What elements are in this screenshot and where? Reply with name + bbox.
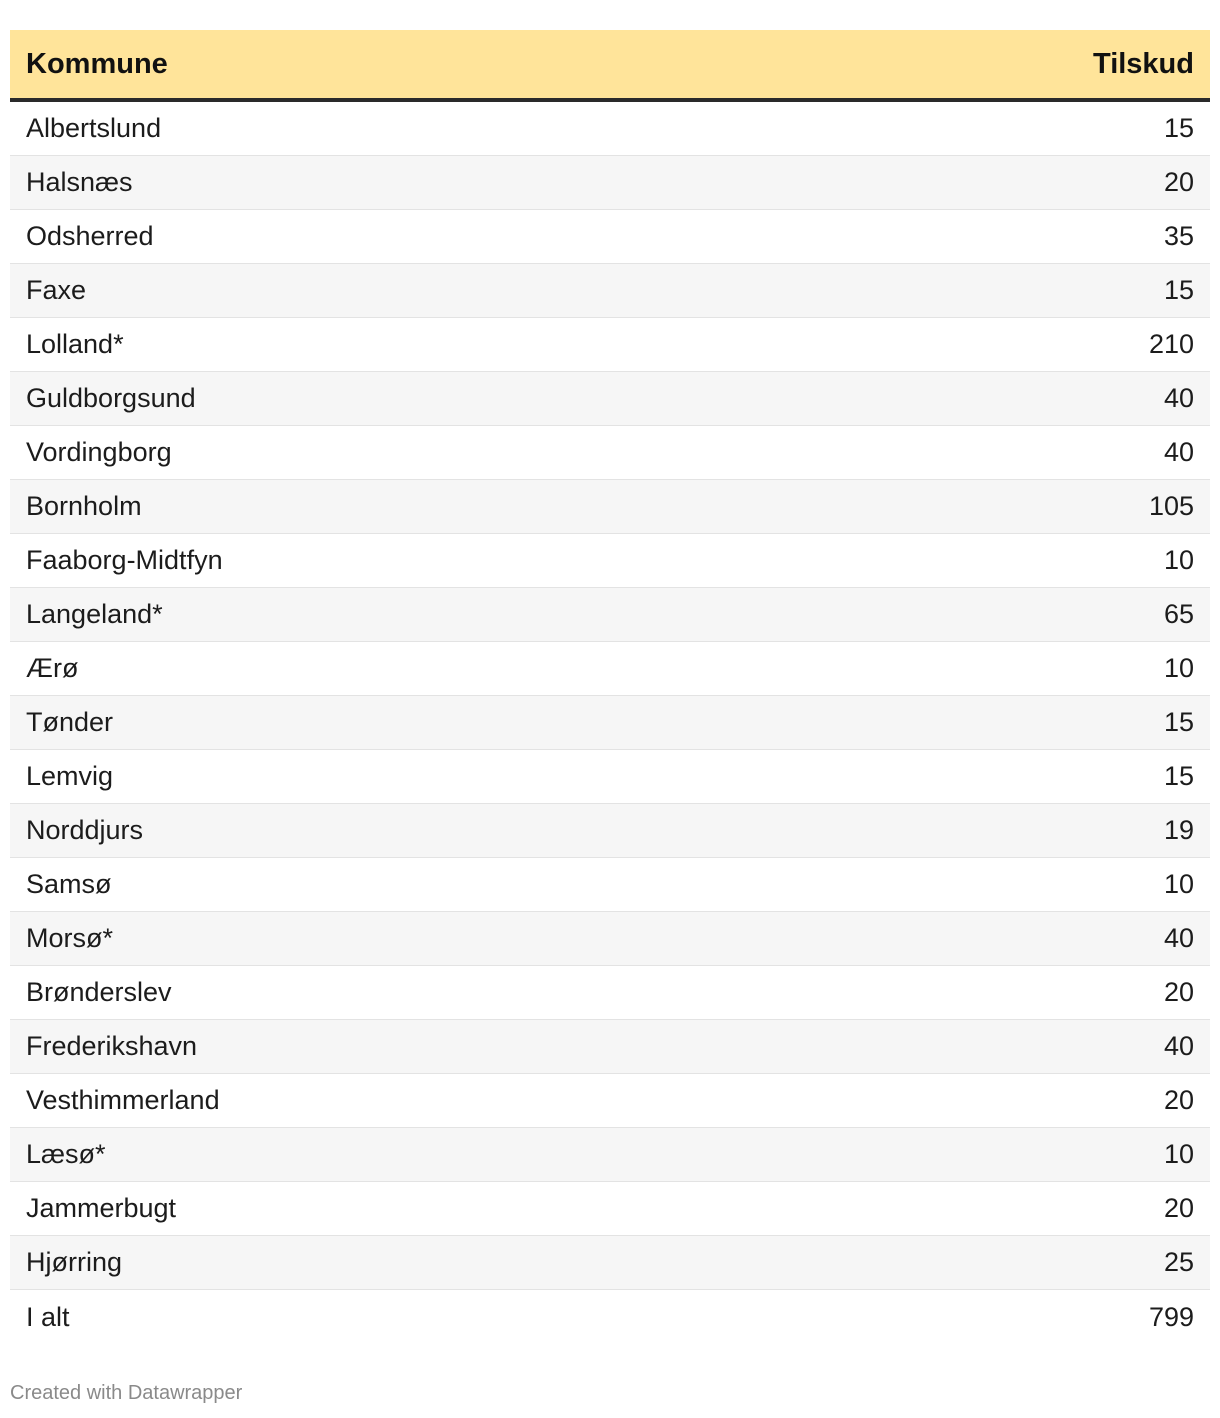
table-row	[10, 696, 1210, 750]
table-row	[10, 264, 1210, 318]
kommune-cell: Vordingborg	[26, 437, 172, 467]
table-body	[10, 102, 1210, 1344]
tilskud-cell: 19	[1163, 815, 1194, 845]
table-row	[10, 966, 1210, 1020]
tilskud-cell: 10	[1163, 653, 1194, 683]
kommune-cell: Faxe	[26, 275, 87, 305]
tilskud-cell: 20	[1163, 977, 1194, 1007]
tilskud-cell: 40	[1163, 923, 1194, 953]
tilskud-cell: 105	[1148, 491, 1194, 521]
table-row	[10, 1074, 1210, 1128]
tilskud-cell: 65	[1163, 599, 1194, 629]
table-row	[10, 1182, 1210, 1236]
table-total-row	[10, 1290, 1210, 1344]
kommune-cell: Norddjurs	[26, 815, 144, 845]
tilskud-cell: 35	[1163, 221, 1194, 251]
tilskud-cell: 40	[1163, 1031, 1194, 1061]
header-tilskud[interactable]: Tilskud	[1093, 47, 1194, 80]
header-kommune[interactable]: Kommune	[26, 47, 168, 80]
kommune-cell: Albertslund	[26, 113, 162, 143]
table-row	[10, 156, 1210, 210]
table-row	[10, 480, 1210, 534]
tilskud-cell: 15	[1163, 275, 1194, 305]
tilskud-cell: 10	[1163, 545, 1194, 575]
table-row	[10, 642, 1210, 696]
kommune-cell: Ærø	[26, 653, 79, 683]
kommune-cell: Lemvig	[26, 761, 114, 791]
table-row	[10, 1128, 1210, 1182]
kommune-cell: Hjørring	[26, 1247, 123, 1277]
tilskud-cell: 15	[1163, 707, 1194, 737]
table-row	[10, 804, 1210, 858]
kommune-cell: Morsø*	[26, 923, 113, 953]
tilskud-cell: 15	[1163, 113, 1194, 143]
table-row	[10, 1020, 1210, 1074]
tilskud-cell: 40	[1163, 437, 1194, 467]
kommune-cell: Bornholm	[26, 491, 142, 521]
tilskud-cell: 10	[1163, 869, 1194, 899]
table-row	[10, 426, 1210, 480]
kommune-cell: Jammerbugt	[26, 1193, 177, 1223]
kommune-cell: Guldborgsund	[26, 383, 196, 413]
kommune-cell: Halsnæs	[26, 167, 133, 197]
tilskud-cell: 25	[1163, 1247, 1194, 1277]
tilskud-cell: 799	[1148, 1301, 1194, 1332]
table-row	[10, 318, 1210, 372]
tilskud-cell: 10	[1163, 1139, 1194, 1169]
table-row	[10, 210, 1210, 264]
data-table	[10, 30, 1210, 1344]
kommune-cell: Langeland*	[26, 599, 163, 629]
tilskud-cell: 210	[1148, 329, 1194, 359]
tilskud-cell: 20	[1163, 167, 1194, 197]
tilskud-cell: 20	[1163, 1085, 1194, 1115]
kommune-cell: Faaborg-Midtfyn	[26, 545, 223, 575]
tilskud-cell: 20	[1163, 1193, 1194, 1223]
datawrapper-credit[interactable]: Created with Datawrapper	[10, 1382, 243, 1404]
table-row	[10, 1236, 1210, 1290]
table-row	[10, 912, 1210, 966]
table-row	[10, 588, 1210, 642]
table-row	[10, 372, 1210, 426]
kommune-cell: Tønder	[26, 707, 114, 737]
kommune-cell: Vesthimmerland	[26, 1085, 220, 1115]
kommune-cell: Læsø*	[26, 1139, 106, 1169]
tilskud-cell: 15	[1163, 761, 1194, 791]
table-row	[10, 534, 1210, 588]
table-header	[10, 30, 1210, 102]
kommune-cell: Samsø	[26, 869, 112, 899]
kommune-cell: Odsherred	[26, 221, 154, 251]
table-row	[10, 750, 1210, 804]
kommune-cell: Frederikshavn	[26, 1031, 198, 1061]
table-row	[10, 102, 1210, 156]
tilskud-cell: 40	[1163, 383, 1194, 413]
table-row	[10, 858, 1210, 912]
kommune-cell: Brønderslev	[26, 977, 172, 1007]
kommune-cell: I alt	[26, 1301, 70, 1332]
kommune-cell: Lolland*	[26, 329, 124, 359]
